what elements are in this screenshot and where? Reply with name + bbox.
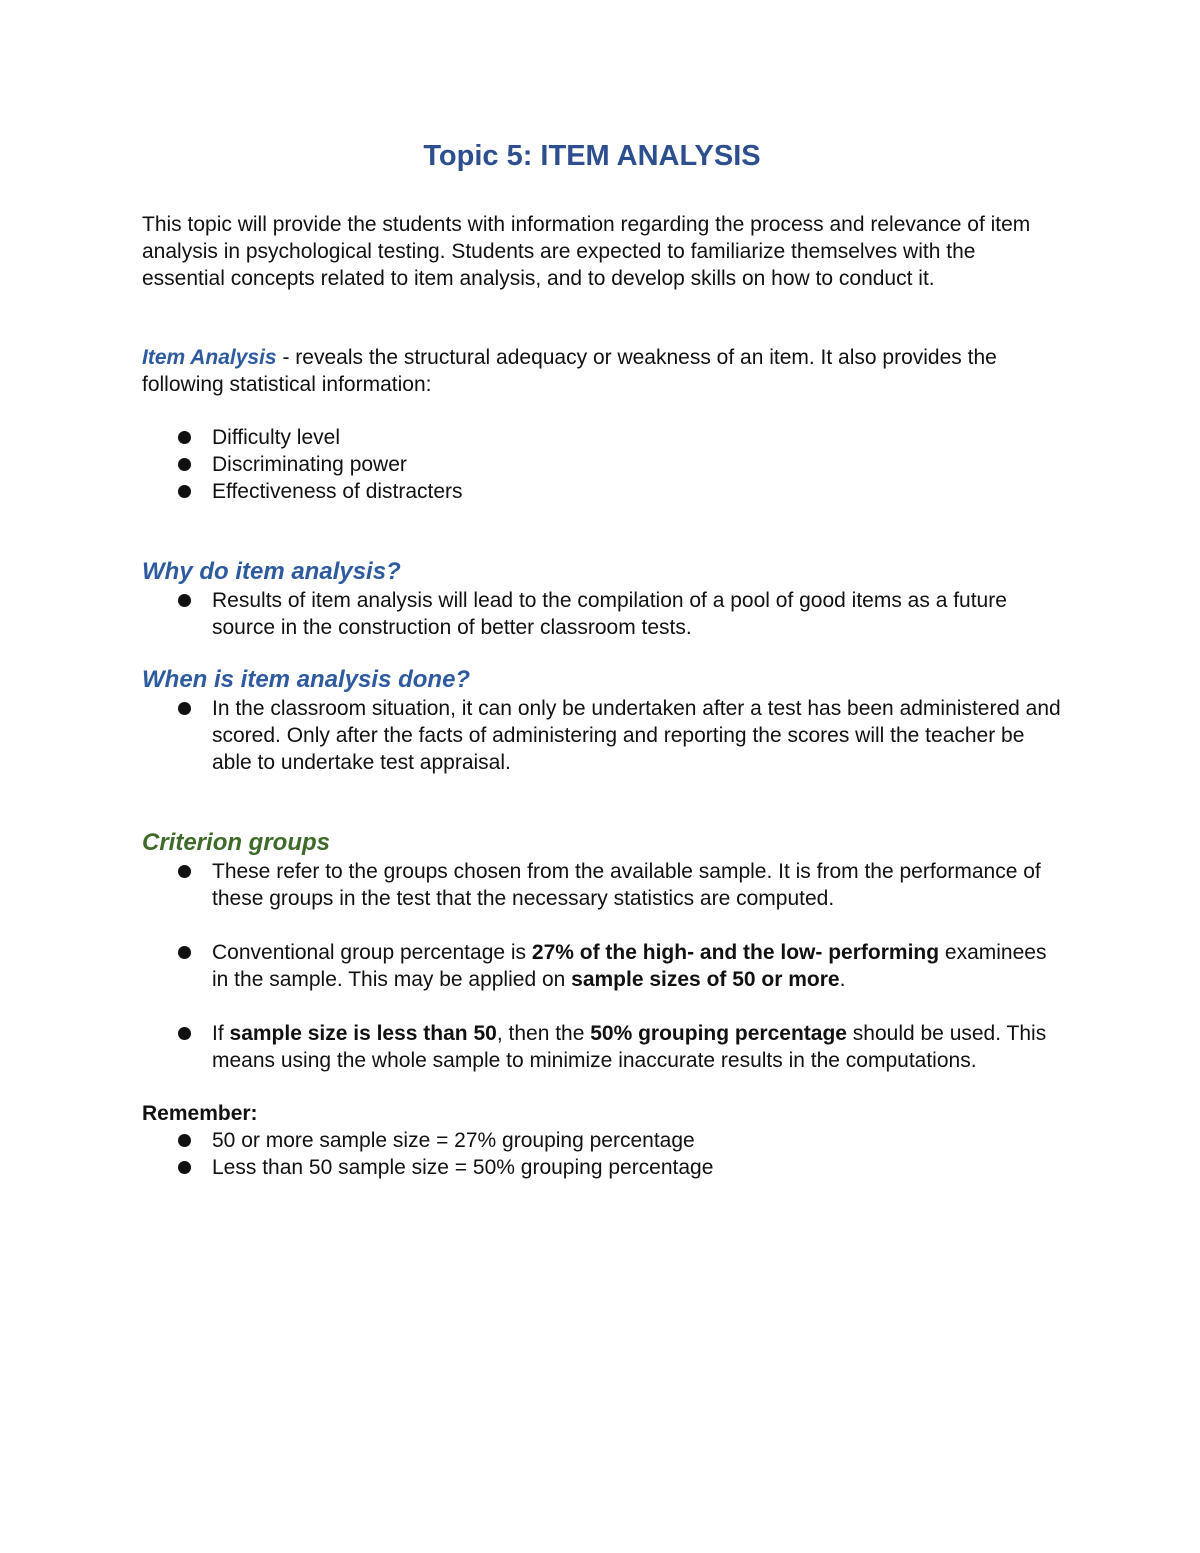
document-page bbox=[142, 140, 1062, 1181]
list-item: Less than 50 sample size = 50% grouping percentage bbox=[142, 1154, 1062, 1181]
list-item: Discriminating power bbox=[142, 451, 1062, 478]
list-item: These refer to the groups chosen from the available sample. It is from the performance of these groups in the test that the necessary statistics are computed. bbox=[142, 858, 1062, 912]
statistics-list bbox=[142, 424, 1062, 505]
bullet-icon bbox=[178, 485, 191, 498]
criterion-heading: Criterion groups bbox=[142, 829, 331, 856]
bullet-icon bbox=[178, 1161, 191, 1174]
list-item: Effectiveness of distracters bbox=[142, 478, 1062, 505]
when-list bbox=[142, 695, 1062, 776]
page-title: Topic 5: ITEM ANALYSIS bbox=[423, 140, 761, 172]
item-analysis-definition bbox=[142, 344, 1062, 398]
bullet-icon bbox=[178, 1027, 191, 1040]
bullet-icon bbox=[178, 946, 191, 959]
list-item: In the classroom situation, it can only be undertaken after a test has been administered and scored. Only after the facts of administering and reporting the scores will the teacher be able to undertake test appraisal. bbox=[142, 695, 1062, 776]
list-item: Conventional group percentage is 27% of the high- and the low- performing examinees in the sample. This may be applied on sample sizes of 50 or more. bbox=[142, 939, 1062, 993]
list-item: If sample size is less than 50, then the 50% grouping percentage should be used. This means using the whole sample to minimize inaccurate results in the computations. bbox=[142, 1020, 1062, 1074]
remember-label: Remember: bbox=[142, 1102, 258, 1125]
why-heading: Why do item analysis? bbox=[142, 558, 401, 585]
bullet-icon bbox=[178, 458, 191, 471]
list-item: Difficulty level bbox=[142, 424, 1062, 451]
item-analysis-text: - reveals the structural adequacy or weakness of an item. It also provides the following statistical information: bbox=[142, 346, 997, 396]
intro-paragraph: This topic will provide the students with information regarding the process and relevance of item analysis in psychological testing. Students are expected to familiarize themselves with the essential concepts related to item analysis, and to develop skills on how to conduct it. bbox=[142, 213, 1031, 290]
bullet-icon bbox=[178, 702, 191, 715]
remember-list bbox=[142, 1127, 1062, 1181]
why-list bbox=[142, 587, 1062, 641]
bullet-icon bbox=[178, 865, 191, 878]
list-item: 50 or more sample size = 27% grouping percentage bbox=[142, 1127, 1062, 1154]
bullet-icon bbox=[178, 1134, 191, 1147]
when-heading: When is item analysis done? bbox=[142, 666, 471, 693]
bullet-icon bbox=[178, 594, 191, 607]
item-analysis-term: Item Analysis bbox=[142, 346, 277, 369]
list-item: Results of item analysis will lead to the compilation of a pool of good items as a future source in the construction of better classroom tests. bbox=[142, 587, 1062, 641]
criterion-list bbox=[142, 858, 1062, 1074]
bullet-icon bbox=[178, 431, 191, 444]
